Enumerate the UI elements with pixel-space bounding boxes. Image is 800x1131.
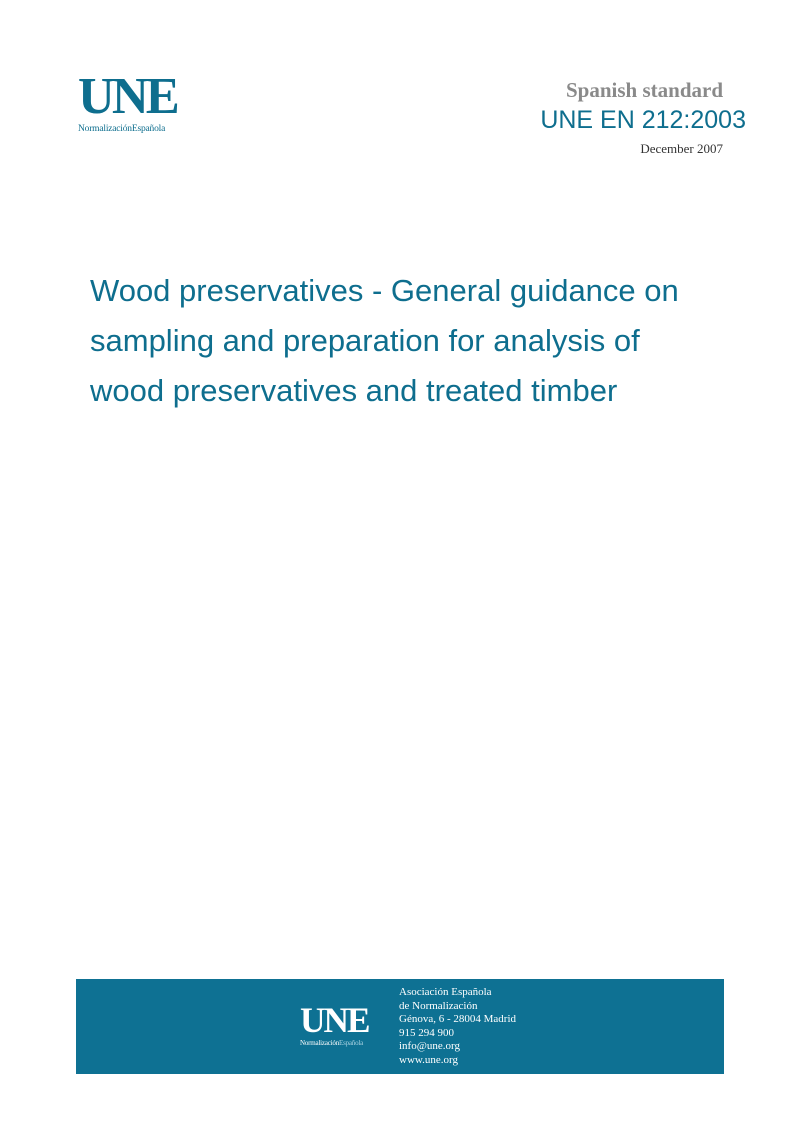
footer-banner <box>76 979 724 1074</box>
logo-subtitle-b: Española <box>131 124 166 134</box>
standard-kind: Spanish standard <box>566 78 723 102</box>
footer-logo-mark: UNE <box>300 1000 369 1040</box>
logo-mark: UNE <box>78 68 177 125</box>
phone-number: 915 294 900 <box>399 1026 454 1039</box>
standard-date: December 2007 <box>640 141 723 156</box>
logo-subtitle-a: Normalización <box>78 124 132 134</box>
title-line: sampling and preparation for analysis of <box>90 323 640 358</box>
title-line: wood preservatives and treated timber <box>90 373 618 408</box>
standard-code: UNE EN 212:2003 <box>540 106 746 134</box>
title-line: Wood preservatives - General guidance on <box>90 273 679 308</box>
address-line: de Normalización <box>399 999 478 1012</box>
footer-logo-subtitle <box>300 1039 370 1047</box>
standard-header <box>540 78 746 157</box>
email-address: info@une.org <box>399 1040 460 1053</box>
footer-logo-subtitle-b: Española <box>339 1039 364 1047</box>
logo-subtitle <box>78 124 193 134</box>
footer-une-logo <box>300 1000 370 1047</box>
une-logo <box>78 68 193 144</box>
address-line: Génova, 6 - 28004 Madrid <box>399 1013 517 1026</box>
address-line: Asociación Española <box>399 986 492 998</box>
footer-logo-subtitle-a: Normalización <box>300 1039 339 1047</box>
footer-address <box>399 986 516 1068</box>
document-title <box>90 266 730 416</box>
website-url: www.une.org <box>399 1053 458 1066</box>
